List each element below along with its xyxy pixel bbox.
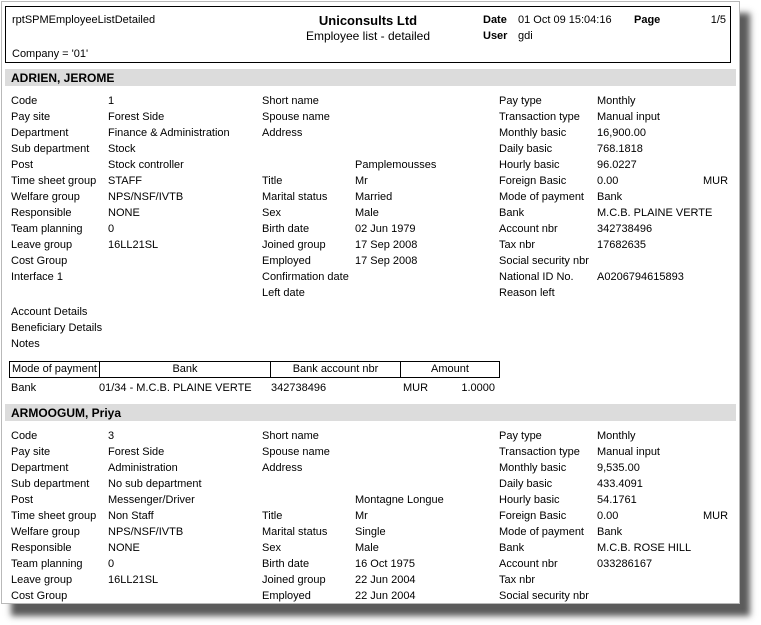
bank-table-header: Bank: [99, 362, 270, 377]
bank-table-cell: MUR: [403, 382, 429, 394]
field-value: Forest Side: [108, 111, 165, 123]
field-label: Welfare group: [11, 526, 80, 538]
field-value: A0206794615893: [597, 271, 684, 283]
field-value: 17682635: [597, 239, 646, 251]
page-label: Page: [634, 14, 661, 26]
field-label: Code: [11, 430, 38, 442]
field-label: Sub department: [11, 478, 90, 490]
field-value: Messenger/Driver: [108, 494, 195, 506]
field-label: Mode of payment: [499, 191, 584, 203]
field-value: 17 Sep 2008: [355, 239, 418, 251]
field-value: 3: [108, 430, 115, 442]
field-value: NPS/NSF/IVTB: [108, 191, 184, 203]
field-label: Responsible: [11, 542, 72, 554]
field-label: Social security nbr: [499, 255, 589, 267]
field-value: Male: [355, 542, 379, 554]
field-value: Mr: [355, 510, 368, 522]
field-value: M.C.B. PLAINE VERTE: [597, 207, 713, 219]
field-value: NONE: [108, 207, 140, 219]
field-value: 22 Jun 2004: [355, 574, 416, 586]
field-value: Finance & Administration: [108, 127, 230, 139]
employee-sections: [2, 2, 739, 603]
field-label: Transaction type: [499, 111, 580, 123]
field-label: Title: [262, 175, 283, 187]
field-label: Left date: [262, 287, 305, 299]
field-label: Pay type: [499, 430, 542, 442]
company-filter: Company = '01': [12, 48, 89, 60]
field-value: NPS/NSF/IVTB: [108, 526, 184, 538]
field-label: Hourly basic: [499, 494, 560, 506]
field-label: Post: [11, 159, 34, 171]
field-label: Title: [262, 510, 283, 522]
field-value: Single: [355, 526, 386, 538]
field-label: Employed: [262, 255, 311, 267]
currency-code: MUR: [703, 510, 729, 522]
field-value: Forest Side: [108, 446, 165, 458]
report-title: Employee list - detailed: [305, 29, 431, 43]
field-value: 0: [108, 558, 115, 570]
field-label: Department: [11, 127, 69, 139]
field-label: Time sheet group: [11, 175, 97, 187]
field-value: No sub department: [108, 478, 202, 490]
field-label: Marital status: [262, 526, 328, 538]
field-value: Male: [355, 207, 379, 219]
field-value: Administration: [108, 462, 178, 474]
field-value: 342738496: [597, 223, 653, 235]
field-label: Bank: [499, 542, 525, 554]
field-value: 033286167: [597, 558, 653, 570]
field-label: Team planning: [11, 558, 83, 570]
field-label: Account nbr: [499, 223, 558, 235]
field-value: 02 Jun 1979: [355, 223, 416, 235]
field-label: Time sheet group: [11, 510, 97, 522]
field-value: STAFF: [108, 175, 143, 187]
detail-section-label: Beneficiary Details: [11, 322, 103, 334]
employee-name: ADRIEN, JEROME: [11, 71, 115, 85]
field-label: Cost Group: [11, 590, 68, 602]
report-page: [1, 1, 740, 604]
field-label: Daily basic: [499, 143, 553, 155]
field-value: Mr: [355, 175, 368, 187]
field-value: Pamplemousses: [355, 159, 437, 171]
field-value: Bank: [597, 526, 623, 538]
field-label: Account nbr: [499, 558, 558, 570]
field-label: Short name: [262, 430, 319, 442]
field-value: 0.00: [597, 175, 619, 187]
field-label: Leave group: [11, 574, 73, 586]
field-value: 16,900.00: [597, 127, 646, 139]
field-value: 17 Sep 2008: [355, 255, 418, 267]
field-label: Joined group: [262, 574, 326, 586]
field-value: 16 Oct 1975: [355, 558, 415, 570]
field-value: Married: [355, 191, 393, 203]
field-value: 16LL21SL: [108, 239, 159, 251]
field-label: Daily basic: [499, 478, 553, 490]
field-value: 9,535.00: [597, 462, 640, 474]
field-label: Confirmation date: [262, 271, 349, 283]
report-internal-name: rptSPMEmployeeListDetailed: [12, 14, 156, 26]
bank-table-header: Bank account nbr: [270, 362, 400, 377]
bank-table-cell: 342738496: [271, 382, 327, 394]
field-value: 768.1818: [597, 143, 643, 155]
field-value: Non Staff: [108, 510, 154, 522]
field-value: 22 Jun 2004: [355, 590, 416, 602]
field-label: Hourly basic: [499, 159, 560, 171]
field-label: Address: [262, 127, 303, 139]
employee-section-bar: [5, 69, 736, 86]
user-label: User: [483, 30, 508, 42]
currency-code: MUR: [703, 175, 729, 187]
bank-table-cell: 01/34 - M.C.B. PLAINE VERTE: [99, 382, 252, 394]
field-label: Employed: [262, 590, 311, 602]
field-label: Responsible: [11, 207, 72, 219]
date-value: 01 Oct 09 15:04:16: [518, 14, 612, 26]
employee-name: ARMOOGUM, Priya: [11, 406, 122, 420]
field-label: Bank: [499, 207, 525, 219]
field-label: Monthly basic: [499, 127, 567, 139]
field-value: 96.0227: [597, 159, 637, 171]
field-label: Cost Group: [11, 255, 68, 267]
field-label: Spouse name: [262, 111, 330, 123]
field-label: Birth date: [262, 223, 310, 235]
field-value: 1: [108, 95, 115, 107]
field-label: Post: [11, 494, 34, 506]
field-label: Sex: [262, 542, 281, 554]
field-label: Sub department: [11, 143, 90, 155]
field-label: Interface 1: [11, 271, 63, 283]
user-value: gdi: [518, 30, 533, 42]
field-value: 0: [108, 223, 115, 235]
bank-table-header: Mode of payment: [12, 363, 97, 375]
field-value: Bank: [597, 191, 623, 203]
field-label: Reason left: [499, 287, 555, 299]
field-value: Monthly: [597, 95, 636, 107]
field-label: Joined group: [262, 239, 326, 251]
field-label: Tax nbr: [499, 574, 536, 586]
bank-table: [9, 361, 500, 378]
field-label: Department: [11, 462, 69, 474]
bank-table-cell: Bank: [11, 382, 37, 394]
field-label: Leave group: [11, 239, 73, 251]
field-value: Stock: [108, 143, 136, 155]
field-label: Foreign Basic: [499, 510, 567, 522]
date-label: Date: [483, 14, 507, 26]
field-value: Monthly: [597, 430, 636, 442]
detail-section-label: Notes: [11, 338, 40, 350]
field-value: 54.1761: [597, 494, 637, 506]
field-label: Pay type: [499, 95, 542, 107]
field-label: Monthly basic: [499, 462, 567, 474]
field-label: Marital status: [262, 191, 328, 203]
field-value: Stock controller: [108, 159, 184, 171]
field-label: Address: [262, 462, 303, 474]
company-title: Uniconsults Ltd: [318, 13, 418, 28]
field-value: 0.00: [597, 510, 619, 522]
field-label: Tax nbr: [499, 239, 536, 251]
field-label: Pay site: [11, 111, 51, 123]
page-number: 1/5: [710, 14, 726, 26]
field-label: Pay site: [11, 446, 51, 458]
field-label: Transaction type: [499, 446, 580, 458]
field-value: Manual input: [597, 446, 660, 458]
field-value: 433.4091: [597, 478, 643, 490]
field-value: NONE: [108, 542, 140, 554]
field-value: M.C.B. ROSE HILL: [597, 542, 692, 554]
field-label: Spouse name: [262, 446, 330, 458]
field-label: Team planning: [11, 223, 83, 235]
field-value: 16LL21SL: [108, 574, 159, 586]
field-label: Foreign Basic: [499, 175, 567, 187]
field-label: Sex: [262, 207, 281, 219]
bank-table-cell: 1.0000: [461, 382, 495, 394]
field-label: Mode of payment: [499, 526, 584, 538]
field-value: Montagne Longue: [355, 494, 444, 506]
field-value: Manual input: [597, 111, 660, 123]
field-label: Short name: [262, 95, 319, 107]
field-label: National ID No.: [499, 271, 574, 283]
field-label: Code: [11, 95, 38, 107]
detail-section-label: Account Details: [11, 306, 88, 318]
field-label: Welfare group: [11, 191, 80, 203]
bank-table-header: Amount: [400, 362, 499, 377]
field-label: Social security nbr: [499, 590, 589, 602]
field-label: Birth date: [262, 558, 310, 570]
employee-section-bar: [5, 404, 736, 421]
